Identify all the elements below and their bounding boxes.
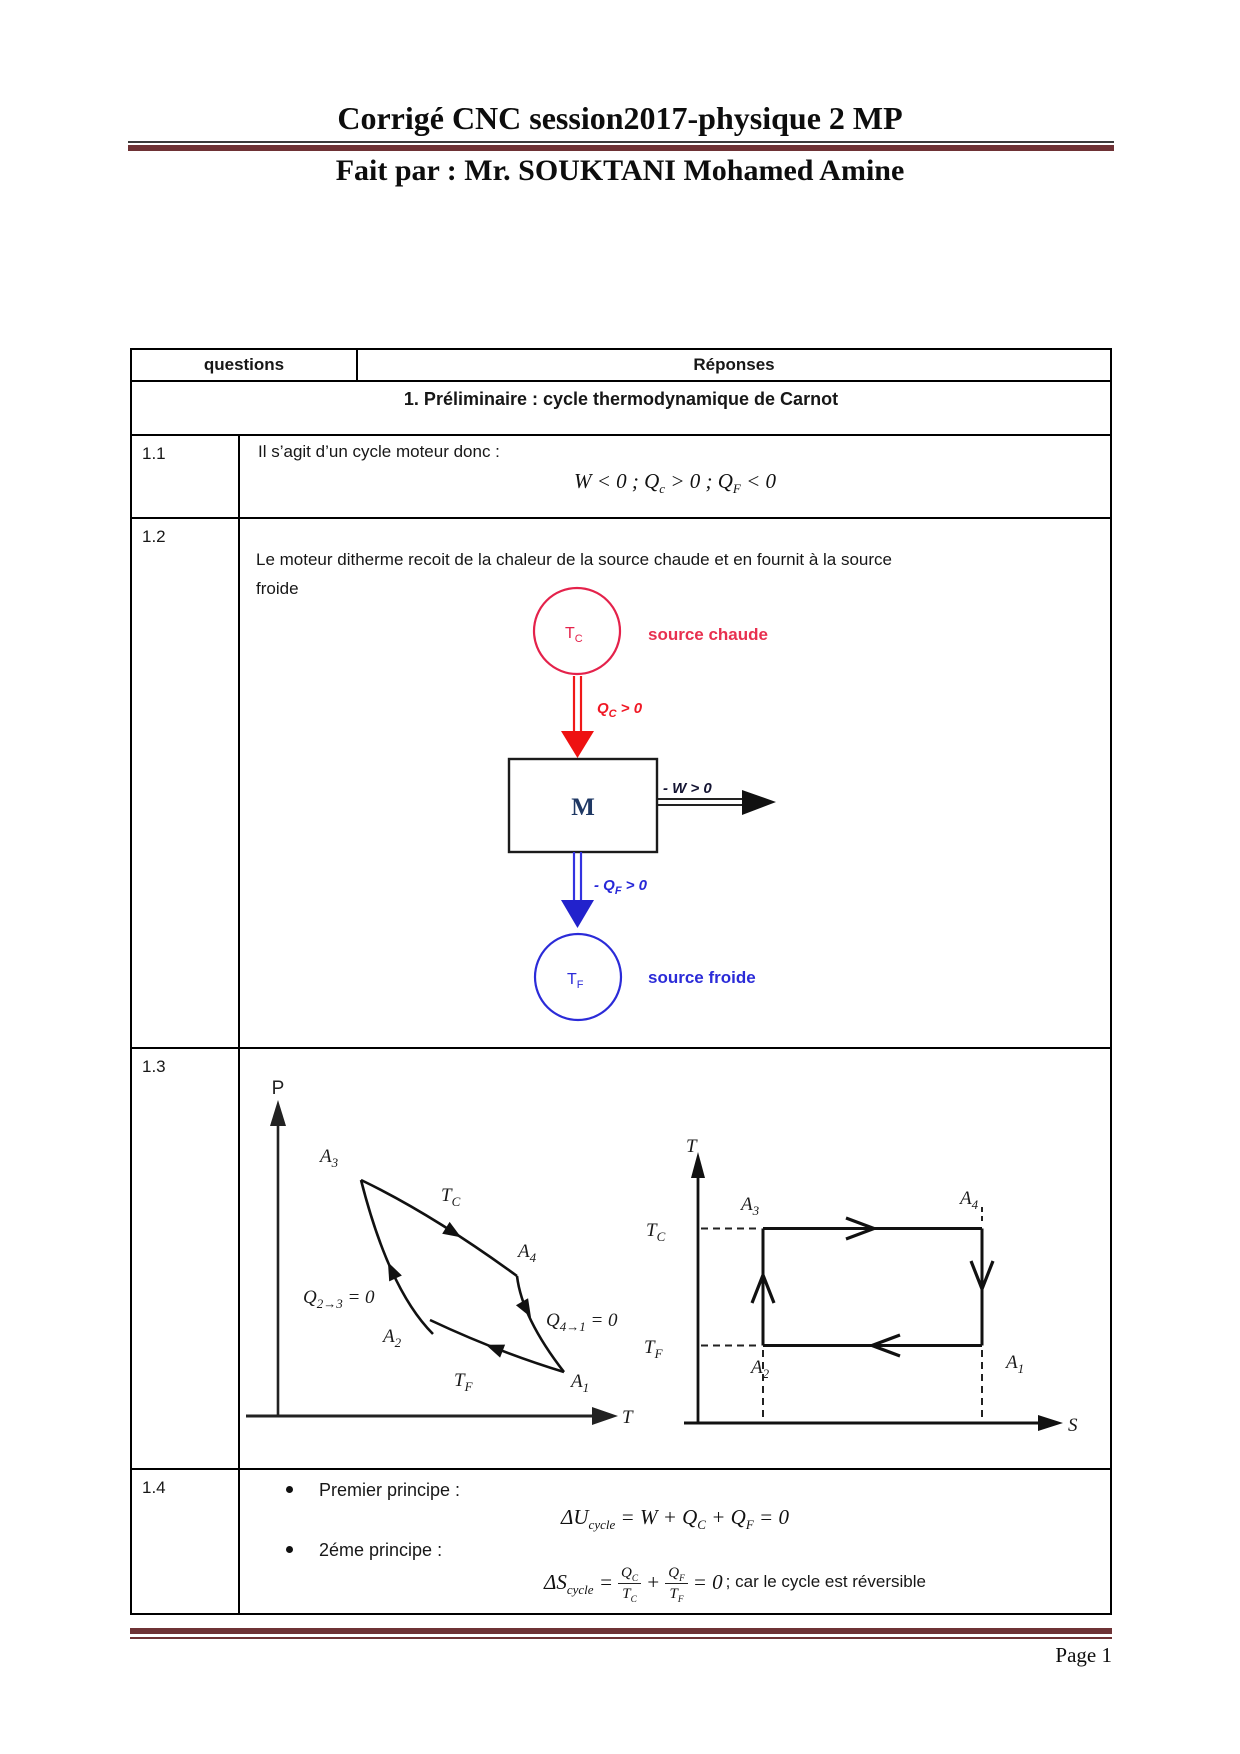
hot-source-label: $T_C$ <box>565 625 583 645</box>
heat-in-label: $Q_C > 0$ <box>597 700 643 720</box>
isotherm-tf-arrowhead <box>483 1338 505 1358</box>
work-label: - W > 0 <box>663 780 712 797</box>
bullet-icon <box>286 1486 293 1493</box>
fraction-qc-tc: $\frac{Q_C}{T_C}$ <box>618 1564 641 1602</box>
adiabat-2-3-arrowhead <box>382 1259 402 1281</box>
ts-a2-label: $A_2$ <box>751 1357 770 1381</box>
cold-source-circle <box>535 934 621 1020</box>
pt-diagram <box>246 1078 634 1428</box>
pt-a4-label: $A_4$ <box>518 1241 537 1265</box>
pt-tf-label: $T_F$ <box>454 1370 473 1394</box>
isotherm-tc-curve <box>361 1180 517 1276</box>
table-row-1-1 <box>132 436 1110 519</box>
fraction-qf-tf: $\frac{Q_F}{T_F}$ <box>665 1564 688 1602</box>
answer-1-4 <box>240 1470 1110 1613</box>
answer-1-1-text: Il s’agit d’un cycle moteur donc : <box>258 442 500 461</box>
pt-a3-label: $A_3$ <box>320 1146 339 1170</box>
cold-source-label: $T_F$ <box>567 971 584 991</box>
ts-s-axis-label: S <box>1068 1415 1078 1436</box>
ts-a3-label: $A_3$ <box>741 1194 760 1218</box>
work-arrow <box>658 780 776 815</box>
header-questions: questions <box>132 350 358 380</box>
adiabat-2-3-curve <box>361 1180 433 1334</box>
cold-source <box>535 934 756 1020</box>
title-rule-thin <box>128 141 1114 143</box>
question-id-1-3: 1.3 <box>132 1049 240 1468</box>
header-reponses: Réponses <box>693 355 775 374</box>
heat-in-arrow <box>561 676 643 758</box>
question-id-1-1: 1.1 <box>132 436 240 517</box>
isotherm-tc-arrowhead <box>442 1222 465 1243</box>
ts-a1-label: $A_1$ <box>1006 1352 1025 1376</box>
answer-1-1 <box>240 436 1110 517</box>
second-principle-formula: $\Delta S_{cycle}$ = $\frac{Q_C}{T_C}$ + $\frac{Q_F}{T_F}$ = 0 ; car le cycle est réversible <box>544 1565 926 1605</box>
t-axis-arrowhead <box>592 1407 618 1425</box>
footer-rule-thin <box>130 1637 1112 1639</box>
pt-a1-label: $A_1$ <box>571 1371 590 1395</box>
first-principle-item: Premier principe : <box>240 1480 1110 1501</box>
heat-out-arrow <box>561 852 648 928</box>
bullet-icon <box>286 1546 293 1553</box>
t-axis-label: T <box>622 1407 633 1428</box>
p-axis-arrowhead <box>270 1100 286 1126</box>
title-rule-thick <box>128 145 1114 151</box>
ts-tf-label: $T_F$ <box>644 1337 663 1361</box>
question-id-1-2: 1.2 <box>132 519 240 1047</box>
heat-out-arrowhead <box>561 900 594 928</box>
author-line: Fait par : Mr. SOUKTANI Mohamed Amine <box>335 154 905 187</box>
ts-t-axis-label: T <box>686 1136 697 1157</box>
engine-box <box>509 759 657 852</box>
answer-1-2-text: Le moteur ditherme recoit de la chaleur de la source chaude et en fournit à la source froide <box>256 550 892 598</box>
adiabat-4-1-arrowhead <box>516 1298 537 1321</box>
page-title: Corrigé CNC session2017-physique 2 MP <box>337 100 903 136</box>
ts-tc-label: $T_C$ <box>646 1220 666 1244</box>
table-header-row <box>132 350 1110 382</box>
p-axis-label: P <box>271 1078 285 1099</box>
engine-label: M <box>571 794 595 821</box>
ts-s-axis-arrowhead <box>1038 1415 1063 1431</box>
cold-source-caption: source froide <box>648 968 756 987</box>
hot-source-caption: source chaude <box>648 625 768 644</box>
question-id-1-4: 1.4 <box>132 1470 240 1613</box>
ditherme-engine-diagram <box>480 580 810 1030</box>
hot-source <box>534 588 768 674</box>
page-number: Page 1 <box>1055 1643 1112 1667</box>
hot-source-circle <box>534 588 620 674</box>
footer-rule-thick <box>130 1628 1112 1634</box>
answer-1-1-formula: W < 0 ; $Q_c > 0$ ; $Q_F < 0$ <box>573 469 777 497</box>
pt-q23-label: $Q_{2\to 3} = 0$ <box>303 1287 375 1311</box>
pt-a2-label: $A_2$ <box>383 1326 402 1350</box>
table-row-1-4 <box>132 1470 1110 1613</box>
ts-a4-label: $A_4$ <box>960 1188 979 1212</box>
work-arrowhead <box>742 790 776 815</box>
pt-q41-label: $Q_{4\to 1} = 0$ <box>546 1310 618 1334</box>
heat-in-arrowhead <box>561 731 594 758</box>
ts-diagram <box>644 1136 1078 1436</box>
pt-tc-label: $T_C$ <box>441 1185 461 1209</box>
second-principle-item: 2éme principe : <box>240 1540 1110 1561</box>
first-principle-formula: $\Delta U_{cycle} = W + Q_C + Q_F = 0$ <box>561 1505 789 1533</box>
heat-out-label: - $Q_F > 0$ <box>594 877 648 897</box>
carnot-cycle-diagrams <box>240 1058 1112 1465</box>
section-title: 1. Préliminaire : cycle thermodynamique de Carnot <box>132 382 1110 436</box>
